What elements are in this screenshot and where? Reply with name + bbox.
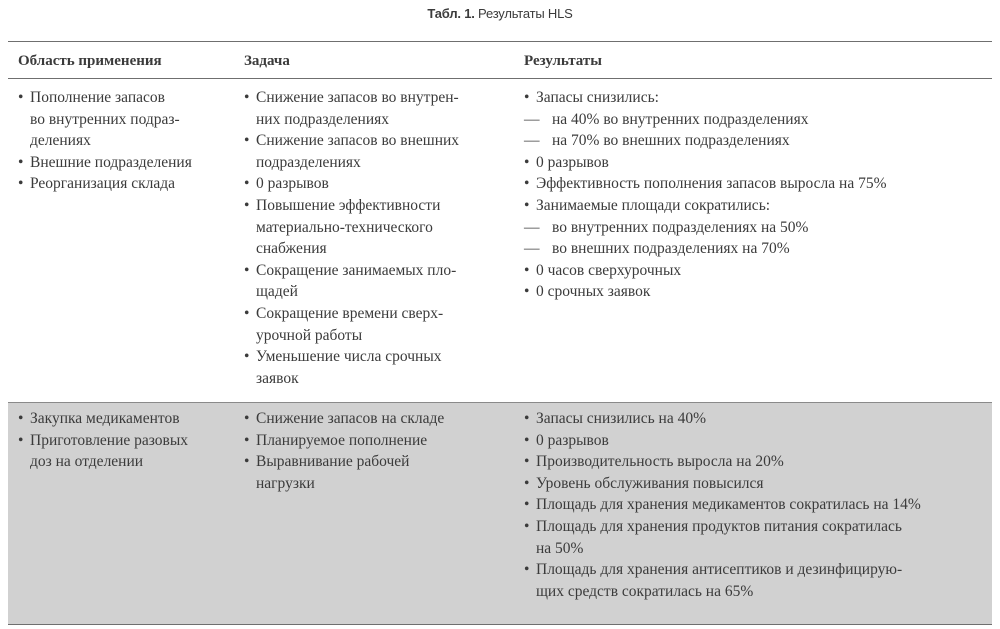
list-item-text: Повышение эффективности материально-технического снабжения <box>256 196 441 258</box>
bullet-icon: • <box>244 431 250 449</box>
list-item-text: во внутренних подразделениях на 50% <box>552 218 809 236</box>
dash-icon: — <box>524 132 540 150</box>
list-item <box>18 408 188 430</box>
list-item <box>18 430 188 473</box>
list-item-text: Снижение запасов на складе <box>256 410 445 427</box>
bullet-icon: • <box>244 453 250 471</box>
dash-icon: — <box>524 240 540 258</box>
list-item <box>524 451 921 473</box>
list-item-text: Уровень обслуживания повысился <box>536 474 764 492</box>
list-item <box>244 303 459 346</box>
bullet-icon: • <box>244 261 250 279</box>
list-item-text: Площадь для хранения антисептиков и дезинфицирую- щих средств сократилась на 65% <box>536 561 903 600</box>
bullet-icon: • <box>524 153 530 171</box>
bullet-icon: • <box>524 453 530 471</box>
table-caption <box>0 6 1000 21</box>
list-item <box>244 451 444 494</box>
list-item-text: Пополнение запасов во внутренних подраз- делениях <box>30 89 180 150</box>
list-item-text: Сокращение занимаемых пло- щадей <box>256 261 457 301</box>
list-item <box>18 173 192 195</box>
table-header-row <box>8 42 992 79</box>
list-item <box>524 152 886 174</box>
header-results: Результаты <box>524 53 602 69</box>
caption-text: Результаты HLS <box>474 6 573 21</box>
bullet-icon: • <box>18 153 24 171</box>
bullet-icon: • <box>18 410 24 427</box>
list-item <box>18 87 192 152</box>
list-item-text: на 40% во внутренних подразделениях <box>552 110 809 128</box>
list-item <box>524 195 886 260</box>
caption-number: Табл. 1. <box>427 6 475 21</box>
task-list <box>244 87 459 389</box>
list-item-text: 0 разрывов <box>536 153 609 171</box>
list-item-text: 0 часов сверхурочных <box>536 261 682 279</box>
bullet-icon: • <box>244 196 250 214</box>
list-item <box>244 430 444 452</box>
list-item <box>244 87 459 130</box>
list-item-text: Производительность выросла на 20% <box>536 453 784 471</box>
list-item <box>524 173 886 195</box>
list-item <box>244 130 459 173</box>
list-item <box>524 430 921 452</box>
header-area: Область применения <box>18 53 162 69</box>
table-row <box>8 79 992 402</box>
list-item <box>244 173 459 195</box>
task-list <box>244 408 444 494</box>
list-item <box>244 346 459 389</box>
table-row <box>8 402 992 625</box>
list-item-text: Занимаемые площади сократились: <box>536 196 771 214</box>
list-item-text: во внешних подразделениях на 70% <box>552 240 790 258</box>
list-item-text: Эффективность пополнения запасов выросла на 75% <box>536 175 887 193</box>
list-item <box>524 494 921 516</box>
list-item-text: Запасы снизились на 40% <box>536 410 706 427</box>
list-item <box>524 408 921 430</box>
list-item <box>524 87 886 152</box>
header-task: Задача <box>244 53 290 69</box>
list-item-text: 0 разрывов <box>536 431 609 449</box>
list-item <box>18 152 192 174</box>
results-table <box>8 41 992 625</box>
bullet-icon: • <box>244 175 250 193</box>
bullet-icon: • <box>244 89 250 106</box>
bullet-icon: • <box>524 261 530 279</box>
bullet-icon: • <box>524 517 530 535</box>
list-item-text: Снижение запасов во внутрен- них подразделениях <box>256 89 459 128</box>
list-item <box>244 195 459 260</box>
list-item-text: Запасы снизились: <box>536 89 659 106</box>
sub-list-item <box>524 109 886 131</box>
list-item-text: Уменьшение числа срочных заявок <box>256 348 442 387</box>
list-item-text: Сокращение времени сверх- урочной работы <box>256 304 444 344</box>
bullet-icon: • <box>244 132 250 150</box>
list-item <box>524 473 921 495</box>
sub-list-item <box>524 238 886 260</box>
list-item <box>524 559 921 602</box>
sub-list-item <box>524 130 886 152</box>
list-item <box>524 260 886 282</box>
list-item-text: Площадь для хранения медикаментов сократилась на 14% <box>536 496 921 514</box>
area-list <box>18 87 192 195</box>
area-list <box>18 408 188 473</box>
list-item-text: Планируемое пополнение <box>256 431 428 449</box>
dash-icon: — <box>524 218 540 236</box>
bullet-icon: • <box>18 175 24 193</box>
bullet-icon: • <box>244 348 250 366</box>
sub-list-item <box>524 217 886 239</box>
list-item-text: Реорганизация склада <box>30 175 176 193</box>
bullet-icon: • <box>18 431 24 449</box>
list-item <box>524 281 886 303</box>
list-item-text: Снижение запасов во внешних подразделениях <box>256 132 460 171</box>
results-list <box>524 87 886 303</box>
bullet-icon: • <box>524 175 530 193</box>
list-item-text: на 70% во внешних подразделениях <box>552 132 790 150</box>
list-item-text: Закупка медикаментов <box>30 410 180 427</box>
sub-list <box>524 109 886 152</box>
bullet-icon: • <box>524 496 530 514</box>
dash-icon: — <box>524 110 540 128</box>
bullet-icon: • <box>524 431 530 449</box>
sub-list <box>524 217 886 260</box>
bullet-icon: • <box>524 561 530 579</box>
list-item-text: Приготовление разовых доз на отделении <box>30 431 189 471</box>
list-item <box>244 260 459 303</box>
bullet-icon: • <box>244 410 250 427</box>
bullet-icon: • <box>524 89 530 106</box>
bullet-icon: • <box>244 304 250 322</box>
bullet-icon: • <box>524 196 530 214</box>
list-item <box>524 516 921 559</box>
list-item-text: Выравнивание рабочей нагрузки <box>256 453 410 492</box>
bullet-icon: • <box>18 89 24 106</box>
bullet-icon: • <box>524 474 530 492</box>
bullet-icon: • <box>524 410 530 427</box>
list-item-text: Площадь для хранения продуктов питания сократилась на 50% <box>536 517 902 557</box>
list-item-text: 0 разрывов <box>256 175 329 193</box>
results-list <box>524 408 921 602</box>
list-item-text: 0 срочных заявок <box>536 283 651 301</box>
list-item <box>244 408 444 430</box>
bullet-icon: • <box>524 283 530 301</box>
list-item-text: Внешние подразделения <box>30 153 192 171</box>
